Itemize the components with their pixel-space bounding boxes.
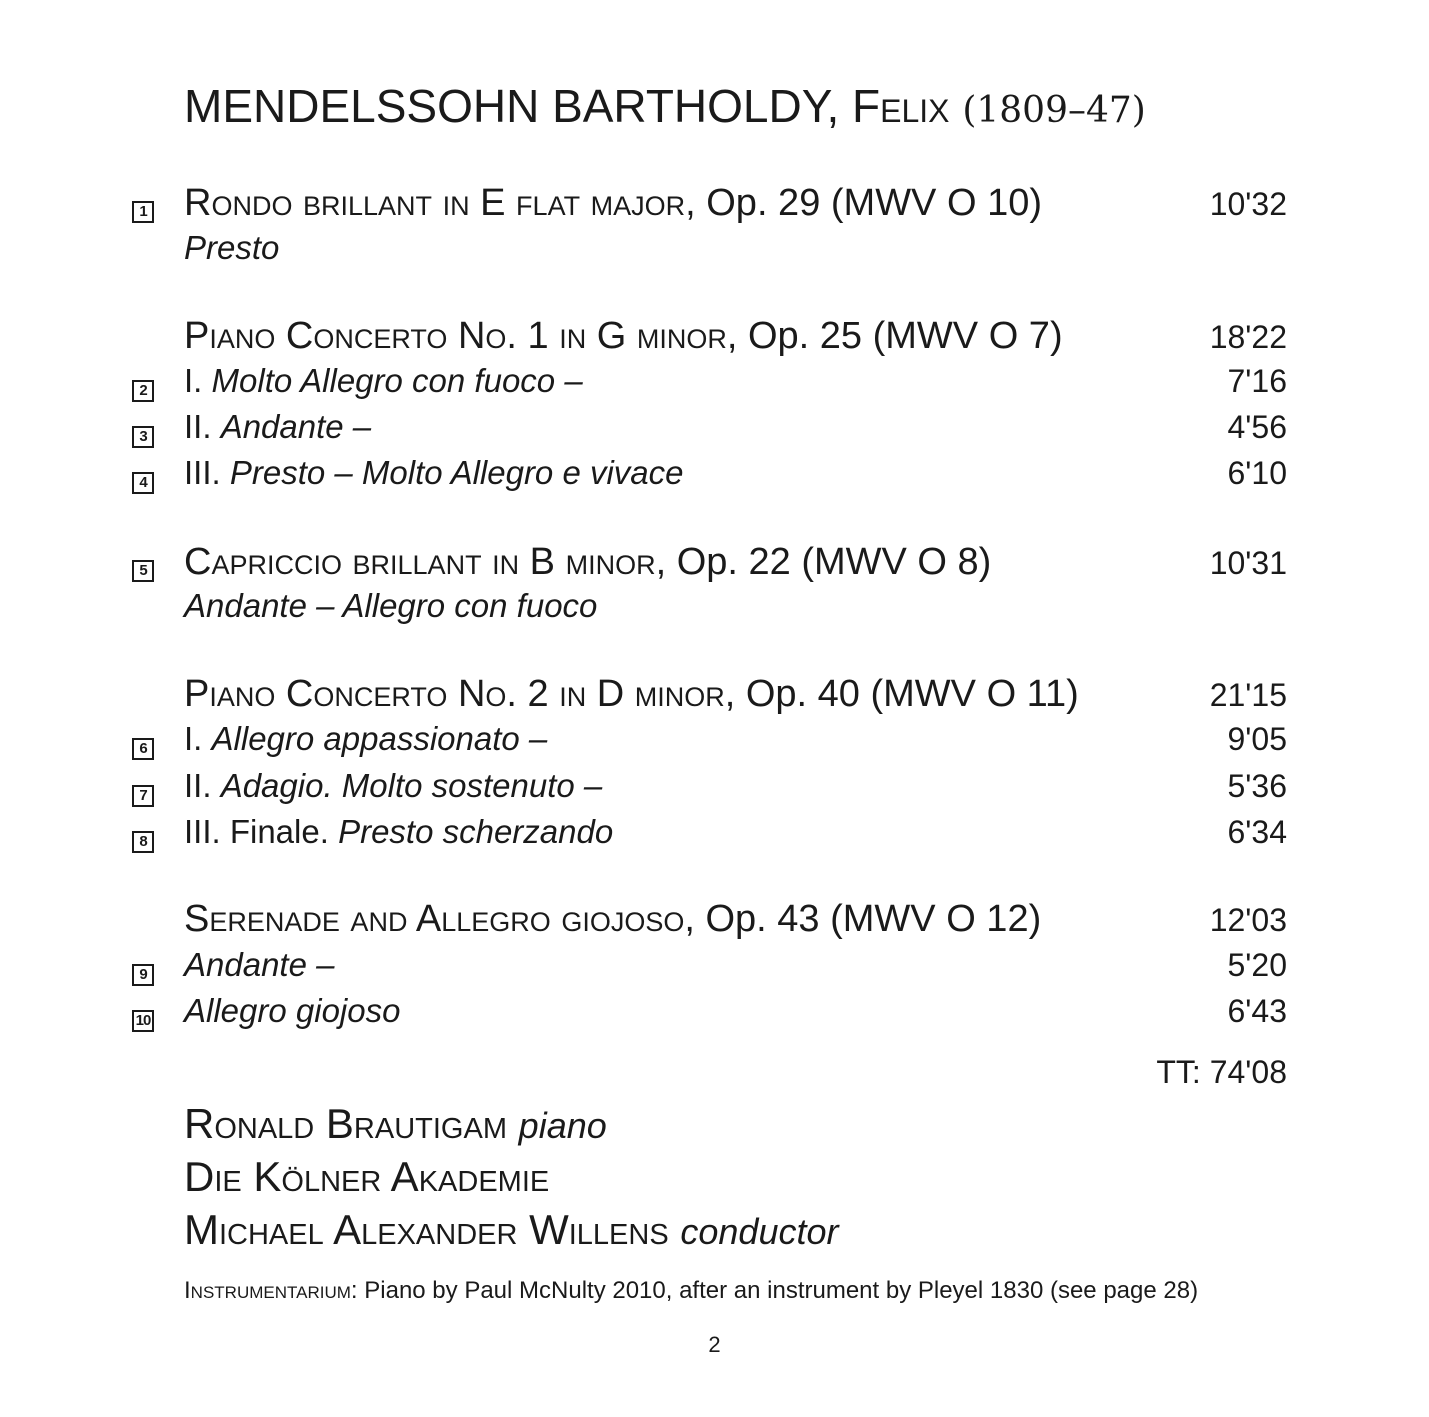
track-number: [132, 770, 184, 808]
track-box: 1: [132, 201, 154, 223]
track-number: [132, 542, 184, 585]
work-title-row: [132, 673, 1287, 717]
performer-name: Michael Alexander Willens: [184, 1206, 669, 1253]
work-title-row: [132, 541, 1287, 585]
tempo-marking: Presto: [184, 229, 280, 266]
work-title-row: [132, 315, 1287, 359]
track-number: [132, 949, 184, 987]
movement-duration: 6'10: [1227, 455, 1287, 491]
movement-name: Andante –: [184, 946, 335, 983]
composer-heading: [184, 78, 1146, 139]
performer-line: [184, 1206, 838, 1254]
work-duration: 10'31: [1209, 545, 1287, 581]
movement-row: [132, 946, 1287, 990]
work-title: [184, 541, 1210, 584]
work-opus: Op. 43 (MWV O 12): [705, 898, 1042, 940]
work-opus: Op. 22 (MWV O 8): [676, 541, 992, 583]
composer-dates: (1809–47): [962, 90, 1146, 131]
movement-row: [132, 362, 1287, 406]
track-box: 2: [132, 380, 154, 402]
track-number: [132, 411, 184, 449]
total-time: TT: 74'08: [1156, 1054, 1287, 1090]
movement-number: II.: [184, 767, 212, 804]
movement-name: Presto scherzando: [338, 813, 614, 850]
track-number: [132, 816, 184, 854]
movement-duration: 9'05: [1227, 721, 1287, 757]
work-duration: 10'32: [1209, 186, 1287, 222]
movement-row: [132, 992, 1287, 1036]
tempo-row: [132, 229, 1287, 273]
performer-line: [184, 1100, 607, 1148]
work-name: Rondo brillant in E flat major,: [184, 182, 696, 224]
work-duration: 18'22: [1209, 319, 1287, 355]
movement-row: [132, 408, 1287, 452]
work-name: Piano Concerto No. 2 in D minor,: [184, 673, 736, 715]
movement-duration: 5'36: [1227, 768, 1287, 804]
movement-name: Adagio. Molto sostenuto –: [220, 767, 603, 804]
work-opus: Op. 40 (MWV O 11): [745, 673, 1079, 715]
movement-name: Allegro giojoso: [184, 992, 401, 1029]
movement-title: [184, 408, 1228, 446]
track-box: 7: [132, 785, 154, 807]
movement-number: II.: [184, 408, 212, 445]
work-title: [184, 898, 1210, 941]
movement-name: Presto – Molto Allegro e vivace: [229, 454, 684, 491]
movement-title: [184, 720, 1228, 758]
movement-duration: 6'34: [1227, 814, 1287, 850]
movement-row: [132, 813, 1287, 857]
composer-surname: MENDELSSOHN BARTHOLDY,: [184, 80, 840, 132]
movement-number: III. Finale.: [184, 813, 329, 850]
instrumentarium-text: Piano by Paul McNulty 2010, after an instrument by Pleyel 1830 (see page 28): [364, 1277, 1199, 1304]
track-box: 4: [132, 472, 154, 494]
page-number: 2: [708, 1332, 721, 1357]
work-title: [184, 673, 1210, 716]
movement-row: [132, 454, 1287, 498]
movement-name: Andante –: [220, 408, 372, 445]
movement-number: I.: [184, 362, 203, 399]
track-number: [132, 995, 184, 1033]
composer-first-name: Felix: [852, 80, 950, 132]
work-name: Capriccio brillant in B minor,: [184, 541, 667, 583]
work-duration: 12'03: [1209, 902, 1287, 938]
movement-duration: 4'56: [1227, 409, 1287, 445]
track-number: [132, 365, 184, 403]
work-name: Serenade and Allegro giojoso,: [184, 898, 695, 940]
work-title-row: [132, 182, 1287, 226]
movement-row: [132, 767, 1287, 811]
instrumentarium-note: [184, 1277, 1198, 1305]
movement-title: [184, 454, 1228, 492]
track-box: 6: [132, 738, 154, 760]
movement-name: Molto Allegro con fuoco –: [211, 362, 583, 399]
work-title-row: [132, 898, 1287, 942]
track-number: [132, 457, 184, 495]
track-box: 9: [132, 964, 154, 986]
track-box: 8: [132, 831, 154, 853]
track-number: [132, 183, 184, 226]
performer-line: [184, 1153, 549, 1201]
performer-role: conductor: [680, 1211, 839, 1252]
track-box: 10: [132, 1010, 154, 1032]
movement-name: Allegro appassionato –: [211, 720, 548, 757]
movement-duration: 5'20: [1227, 947, 1287, 983]
work-title: [184, 315, 1210, 358]
movement-title: [184, 767, 1228, 805]
work-title: [184, 182, 1210, 225]
work-duration: 21'15: [1209, 677, 1287, 713]
work-opus: Op. 25 (MWV O 7): [747, 315, 1063, 357]
movement-duration: 7'16: [1227, 363, 1287, 399]
track-number: [132, 723, 184, 761]
performer-name: Die Kölner Akademie: [184, 1153, 550, 1200]
movement-row: [132, 720, 1287, 764]
performer-name: Ronald Brautigam: [184, 1100, 507, 1147]
movement-title: [184, 813, 1228, 851]
work-name: Piano Concerto No. 1 in G minor,: [184, 315, 738, 357]
tempo-row: [132, 587, 1287, 631]
track-box: 3: [132, 426, 154, 448]
performer-role: piano: [518, 1105, 607, 1146]
tempo-marking: Andante – Allegro con fuoco: [184, 587, 598, 624]
movement-number: I.: [184, 720, 203, 757]
movement-duration: 6'43: [1227, 993, 1287, 1029]
work-opus: Op. 29 (MWV O 10): [706, 182, 1042, 224]
movement-number: III.: [184, 454, 221, 491]
instrumentarium-label: Instrumentarium:: [184, 1277, 358, 1304]
movement-title: [184, 362, 1228, 400]
track-box: 5: [132, 560, 154, 582]
